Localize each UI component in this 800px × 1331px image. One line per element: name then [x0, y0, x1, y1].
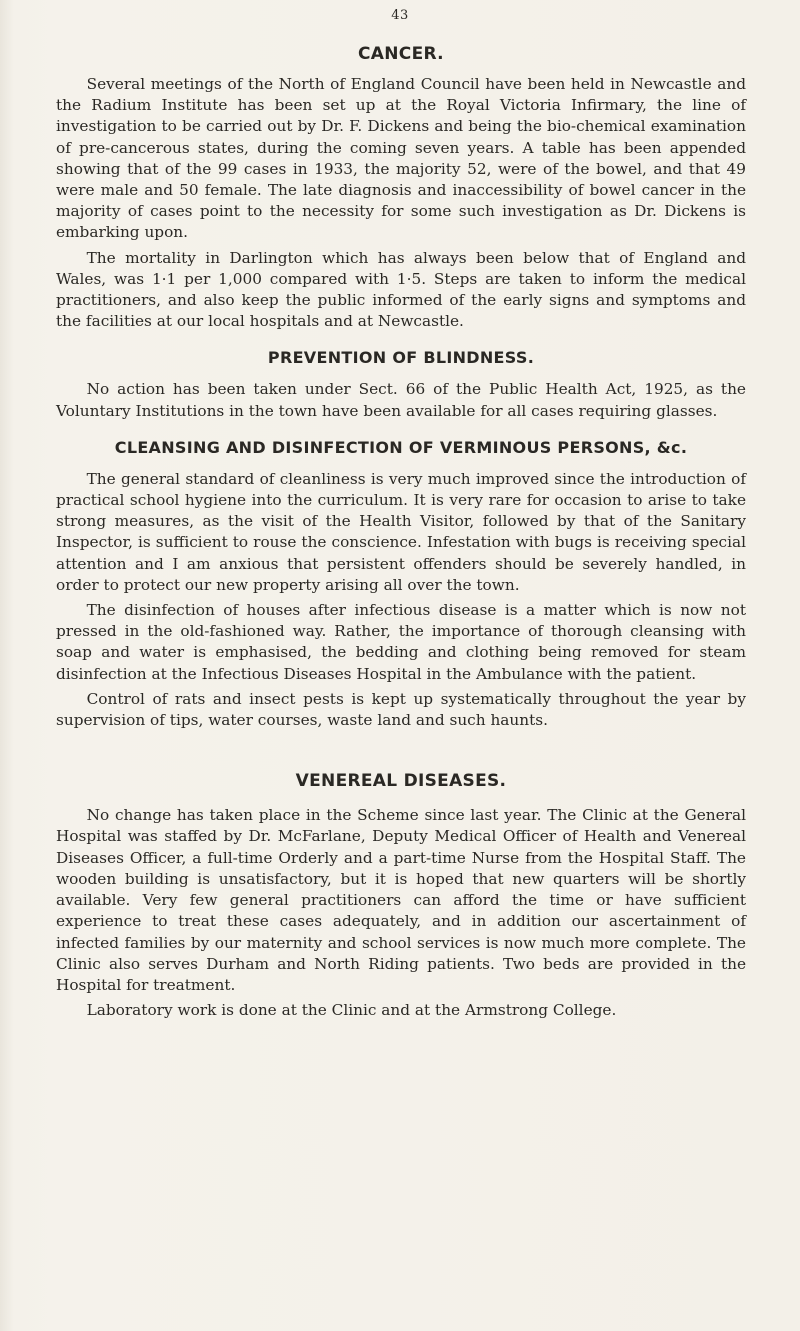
paragraph: No change has taken place in the Scheme since last year. The Clinic at the General Hospital was staffed by Dr. McFarlane, Deputy Medical Officer of Health and Venereal Diseases Officer, a full-time Orderly and a part-time Nurse from the Hospital Staff. The wooden building is unsatisfactory, but it is hoped that new quarters will be shortly available. Very few general practitioners can afford the time or have sufficient experience to treat these cases adequately, and in addition our ascertainment of infected families by our maternity and school services is now much more complete. The Clinic also serves Durham and North Riding patients. Two beds are provided in the Hospital for treatment.	[56, 806, 746, 994]
section-cancer	[56, 44, 746, 332]
section-heading-prevention-of-blindness: PREVENTION OF BLINDNESS.	[267, 348, 535, 368]
section-cleansing-disinfection	[56, 438, 746, 731]
paragraph: Several meetings of the North of England Council have been held in Newcastle and the Radium Institute has been set up at the Royal Victoria Infirmary, the line of investigation to be carried out by Dr. F. Dickens and being the bio-chemical examination of pre-cancerous states, during the coming seven years. A table has been appended showing that of the 99 cases in 1933, the majority 52, were of the bowel, and that 49 were male and 50 female. The late diagnosis and inaccessibility of bowel cancer in the majority of cases point to the necessity for some such investigation as Dr. Dickens is embarking upon.	[56, 75, 746, 242]
document-body	[56, 44, 746, 1025]
paragraph: The disinfection of houses after infectious disease is a matter which is now not pressed in the old-fashioned way. Rather, the importance of thorough cleansing with soap and water is emphasised, the bedding and clothing being removed for steam disinfection at the Infectious Diseases Hospital in the Ambulance with the patient.	[56, 601, 746, 683]
section-heading-venereal-diseases: VENEREAL DISEASES.	[295, 771, 507, 792]
section-prevention-of-blindness	[56, 348, 746, 421]
paragraph: No action has been taken under Sect. 66 of the Public Health Act, 1925, as the Voluntary Institutions in the town have been available for all cases requiring glasses.	[56, 380, 746, 420]
section-heading-cancer: CANCER.	[358, 44, 444, 64]
section-heading-cleansing-disinfection: CLEANSING AND DISINFECTION OF VERMINOUS PERSONS, &c.	[114, 437, 688, 457]
paragraph: Control of rats and insect pests is kept up systematically throughout the year by supervision of tips, water courses, waste land and such haunts.	[56, 689, 746, 730]
paragraph: The general standard of cleanliness is very much improved since the introduction of practical school hygiene into the curriculum. It is very rare for occasion to arise to take strong measures, as the visit of the Health Visitor, followed by that of the Sanitary Inspector, is sufficient to rouse the conscience. Infestation with bugs is receiving special attention and I am anxious that persistent offenders should be severely handled, in order to protect our new property arising all over the town.	[56, 469, 746, 594]
paragraph: Laboratory work is done at the Clinic and at the Armstrong College.	[86, 1001, 617, 1020]
page-number: 43	[391, 8, 409, 23]
paragraph: The mortality in Darlington which has always been below that of England and Wales, was 1·1 per 1,000 compared with 1·5. Steps are taken to inform the medical practitioners, and also keep the public informed of the early signs and symptoms and the facilities at our local hospitals and at Newcastle.	[56, 248, 746, 331]
section-venereal-diseases	[56, 771, 746, 1021]
